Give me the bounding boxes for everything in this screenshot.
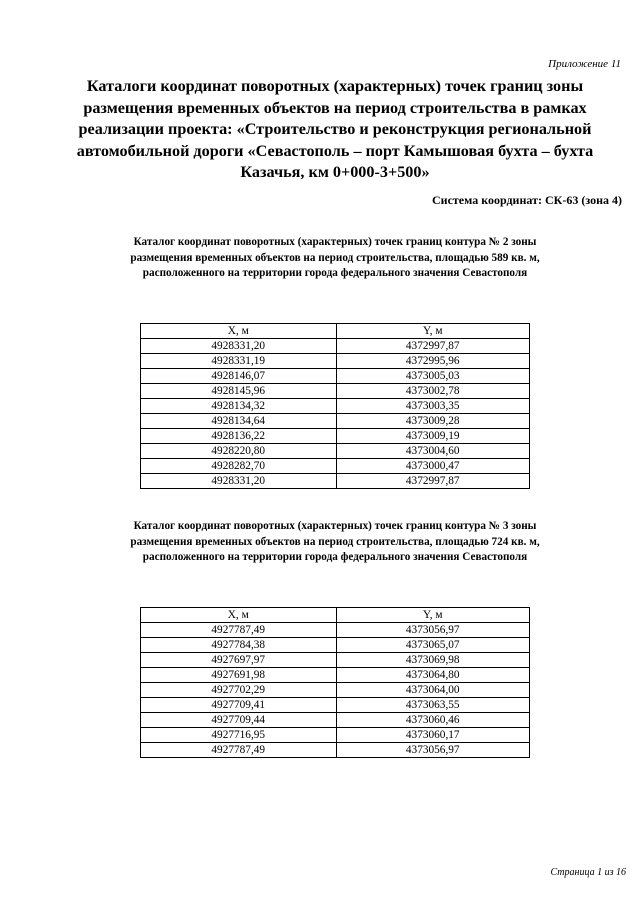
cell-y: 4372997,87 — [336, 339, 530, 354]
cell-x: 4927784,38 — [141, 638, 337, 653]
table-row — [141, 384, 530, 399]
table-row — [141, 429, 530, 444]
cell-y: 4373064,80 — [336, 668, 530, 683]
table-row — [141, 713, 530, 728]
column-header-y: Y, м — [336, 324, 530, 339]
table-row — [141, 638, 530, 653]
table-row — [141, 399, 530, 414]
table-row — [141, 743, 530, 758]
cell-x: 4927709,41 — [141, 698, 337, 713]
table-row — [141, 474, 530, 489]
cell-y: 4373064,00 — [336, 683, 530, 698]
cell-x: 4927691,98 — [141, 668, 337, 683]
cell-x: 4927787,49 — [141, 743, 337, 758]
catalog-title-contour-2: Каталог координат поворотных (характерных) точек границ контура № 2 зоны размещения временных объектов на период строительства, площадью 589 кв. м, расположенного на территории города федерального значения Севастополя — [130, 236, 540, 279]
coordinates-table-contour-2 — [140, 323, 530, 489]
table-row — [141, 414, 530, 429]
cell-x: 4928331,19 — [141, 354, 337, 369]
page-title: Каталоги координат поворотных (характерных) точек границ зоны размещения временных объектов на период строительства в рамках реализации проекта: «Строительство и реконструкция региональной автомобильной дороги «Севастополь – порт Камышовая бухта – бухта Казачья, км 0+000-3+500» — [76, 77, 594, 181]
catalog-title-contour-3: Каталог координат поворотных (характерных) точек границ контура № 3 зоны размещения временных объектов на период строительства, площадью 724 кв. м, расположенного на территории города федерального значения Севастополя — [130, 520, 540, 563]
table-row — [141, 444, 530, 459]
cell-x: 4927709,44 — [141, 713, 337, 728]
column-header-x: X, м — [141, 324, 337, 339]
cell-y: 4373009,28 — [336, 414, 530, 429]
cell-y: 4373000,47 — [336, 459, 530, 474]
cell-y: 4373003,35 — [336, 399, 530, 414]
cell-x: 4928146,07 — [141, 369, 337, 384]
table-row — [141, 698, 530, 713]
column-header-y: Y, м — [336, 608, 530, 623]
cell-y: 4373004,60 — [336, 444, 530, 459]
table-row — [141, 459, 530, 474]
table-row — [141, 623, 530, 638]
table-row — [141, 728, 530, 743]
cell-y: 4373056,97 — [336, 743, 530, 758]
table-row — [141, 369, 530, 384]
cell-y: 4373063,55 — [336, 698, 530, 713]
cell-x: 4928145,96 — [141, 384, 337, 399]
coordinates-table-contour-3 — [140, 607, 530, 758]
cell-y: 4373002,78 — [336, 384, 530, 399]
cell-x: 4928134,32 — [141, 399, 337, 414]
table-row — [141, 668, 530, 683]
page-number: Страница 1 из 16 — [550, 867, 626, 878]
cell-x: 4928331,20 — [141, 474, 337, 489]
coordinate-system-label: Система координат: СК-63 (зона 4) — [432, 193, 622, 207]
cell-x: 4928282,70 — [141, 459, 337, 474]
cell-y: 4373060,46 — [336, 713, 530, 728]
cell-y: 4372997,87 — [336, 474, 530, 489]
cell-y: 4373060,17 — [336, 728, 530, 743]
cell-y: 4373065,07 — [336, 638, 530, 653]
cell-x: 4927716,95 — [141, 728, 337, 743]
table-row — [141, 339, 530, 354]
table-row — [141, 653, 530, 668]
cell-x: 4928134,64 — [141, 414, 337, 429]
cell-x: 4928136,22 — [141, 429, 337, 444]
cell-y: 4373005,03 — [336, 369, 530, 384]
table-row — [141, 354, 530, 369]
cell-y: 4373009,19 — [336, 429, 530, 444]
cell-x: 4928220,80 — [141, 444, 337, 459]
table-header-row — [141, 608, 530, 623]
cell-y: 4373056,97 — [336, 623, 530, 638]
cell-x: 4927697,97 — [141, 653, 337, 668]
cell-y: 4373069,98 — [336, 653, 530, 668]
cell-x: 4927787,49 — [141, 623, 337, 638]
appendix-label: Приложение 11 — [548, 58, 621, 70]
column-header-x: X, м — [141, 608, 337, 623]
cell-x: 4927702,29 — [141, 683, 337, 698]
cell-y: 4372995,96 — [336, 354, 530, 369]
table-header-row — [141, 324, 530, 339]
table-row — [141, 683, 530, 698]
cell-x: 4928331,20 — [141, 339, 337, 354]
